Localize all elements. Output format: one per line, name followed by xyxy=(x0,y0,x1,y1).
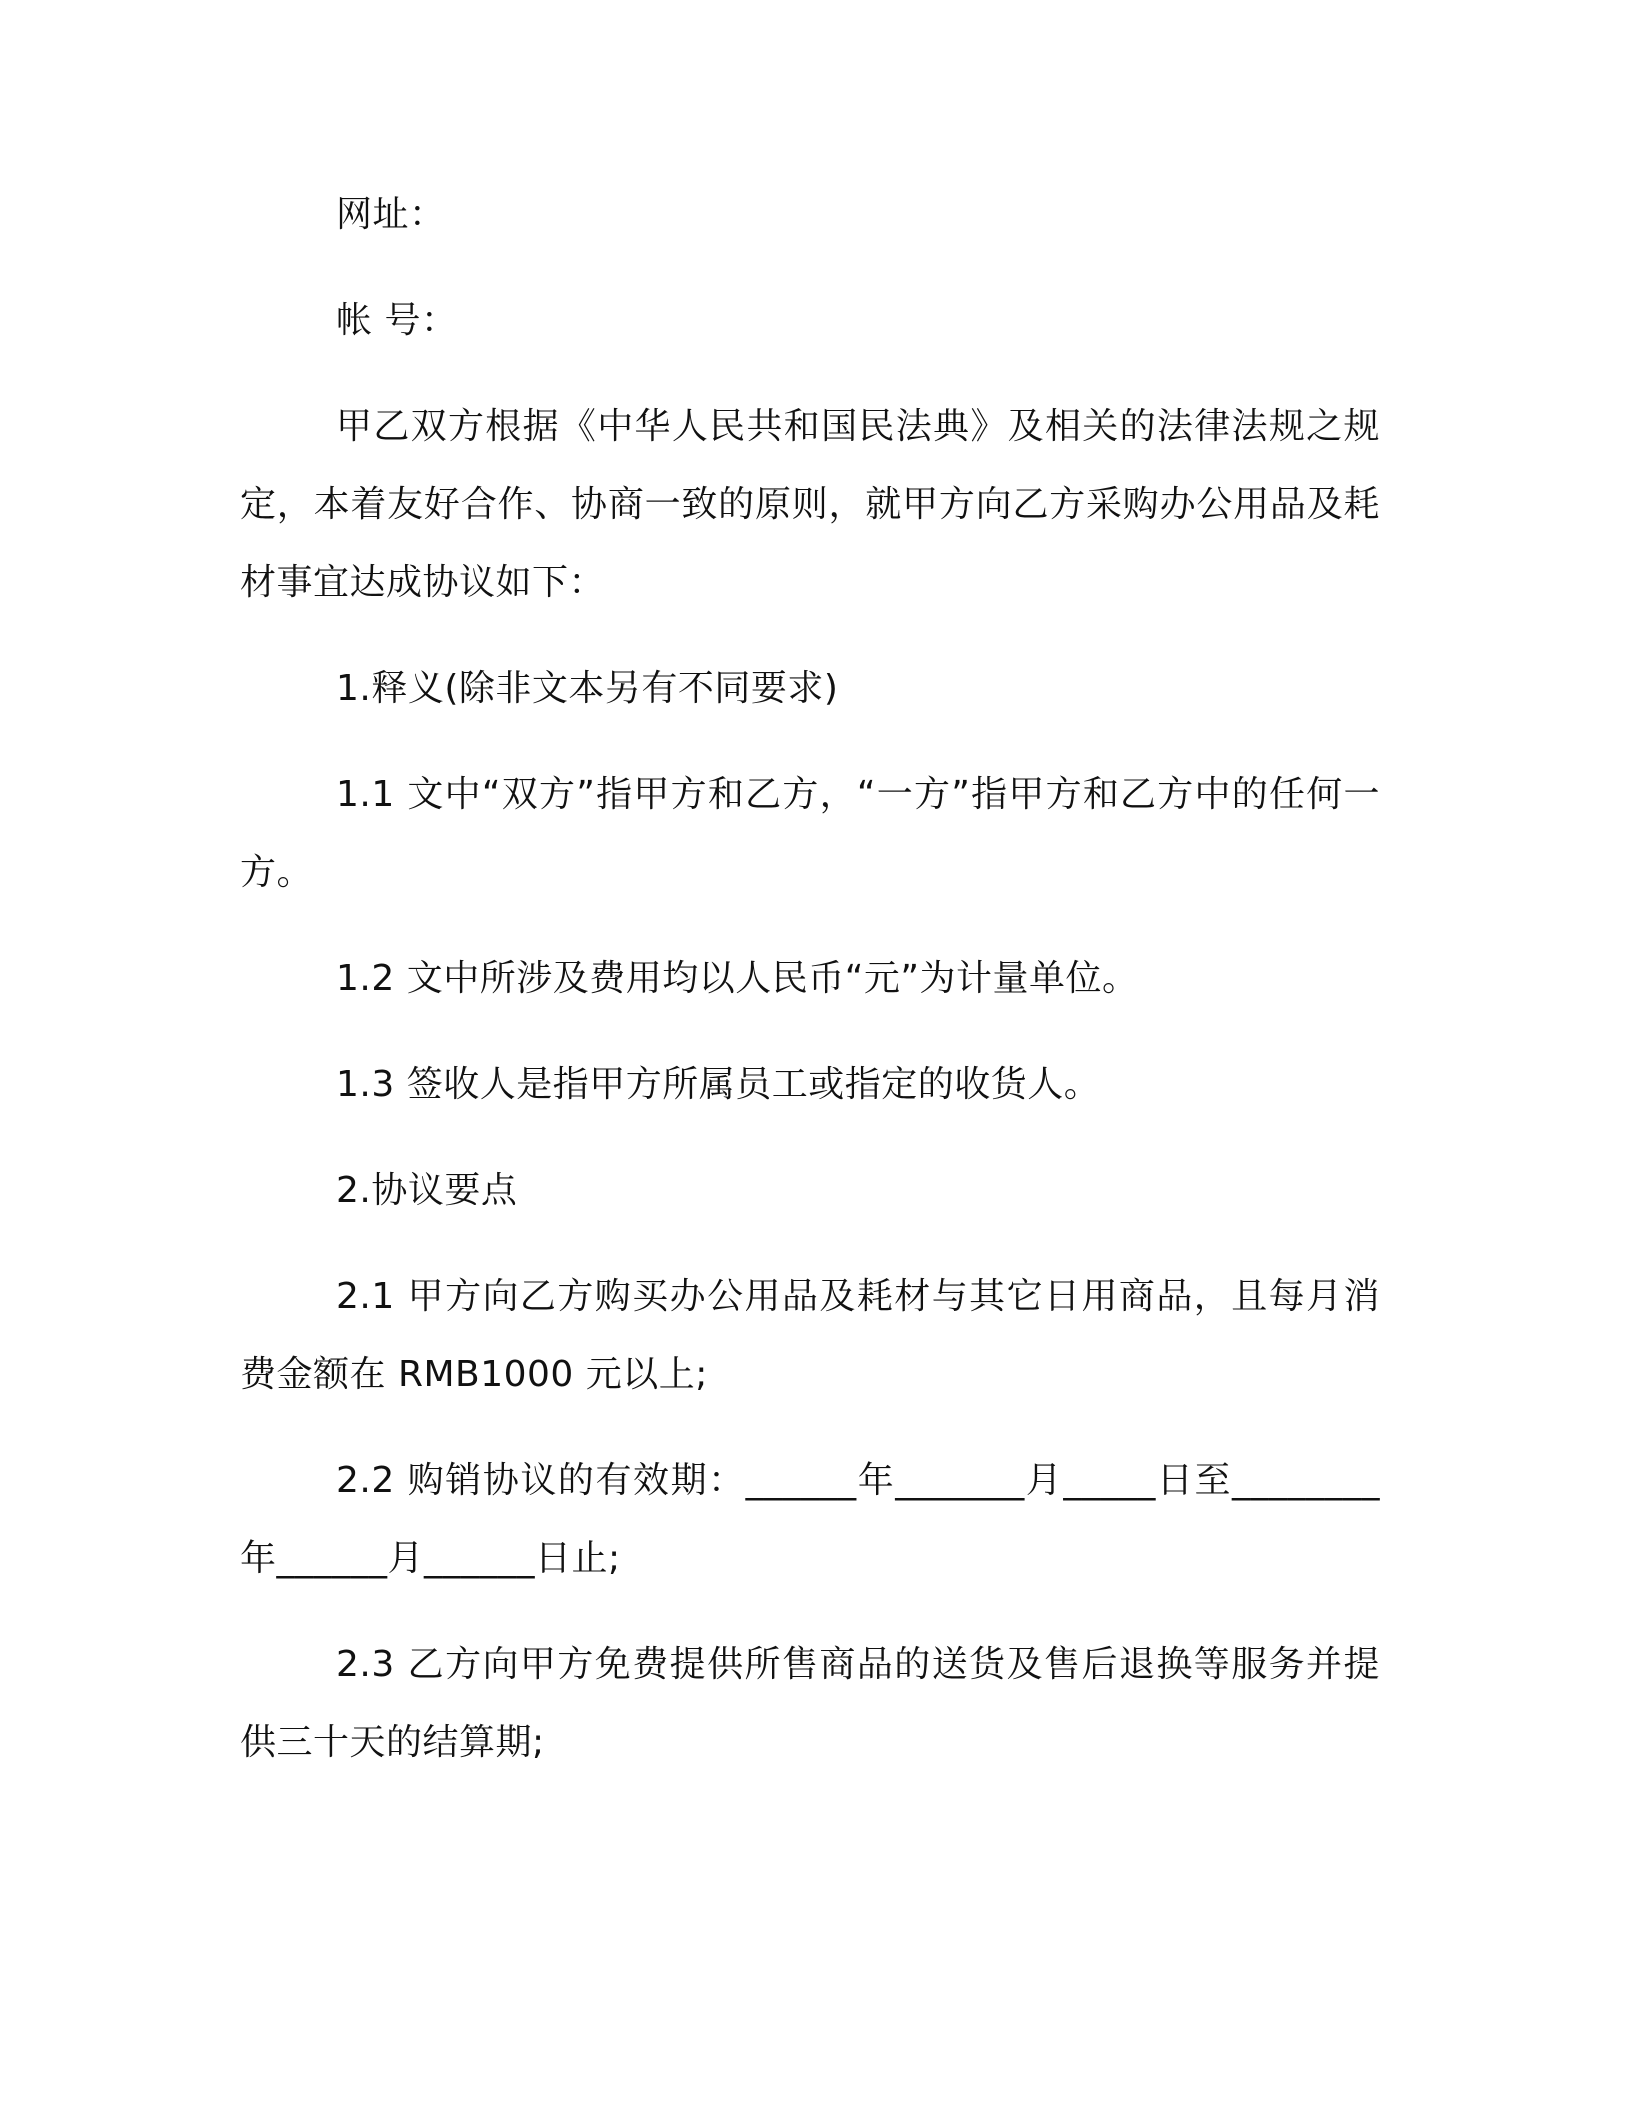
document-body xyxy=(240,176,1380,1810)
account-field: 帐 号： xyxy=(336,300,458,341)
clause-1-1: 1.1 文中“双方”指甲方和乙方，“一方”指甲方和乙方中的任何一方。 xyxy=(240,774,1380,893)
clause-2-2: 2.2 购销协议的有效期：______年_______月_____日至________年______月______日止; xyxy=(240,1460,1380,1579)
section-1-heading: 1.释义(除非文本另有不同要求) xyxy=(336,668,839,709)
website-field: 网址： xyxy=(336,194,446,235)
preamble-paragraph: 甲乙双方根据《中华人民共和国民法典》及相关的法律法规之规定，本着友好合作、协商一致的原则，就甲方向乙方采购办公用品及耗材事宜达成协议如下： xyxy=(240,406,1380,603)
section-2-heading: 2.协议要点 xyxy=(336,1170,518,1211)
clause-2-3: 2.3 乙方向甲方免费提供所售商品的送货及售后退换等服务并提供三十天的结算期; xyxy=(240,1644,1380,1763)
clause-1-3: 1.3 签收人是指甲方所属员工或指定的收货人。 xyxy=(336,1064,1101,1105)
clause-2-1: 2.1 甲方向乙方购买办公用品及耗材与其它日用商品，且每月消费金额在 RMB1000 元以上; xyxy=(240,1276,1380,1395)
clause-1-2: 1.2 文中所涉及费用均以人民币“元”为计量单位。 xyxy=(336,958,1139,999)
